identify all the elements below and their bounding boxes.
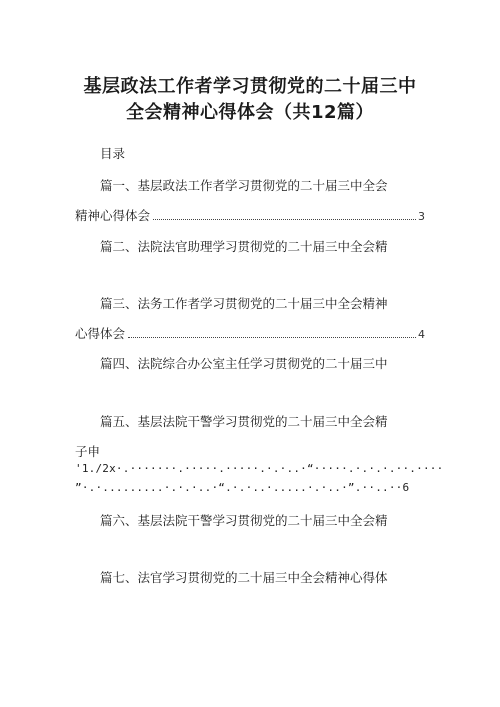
- toc-entry-3-page: 4: [418, 328, 425, 341]
- toc-entry-5-title[interactable]: 篇五、基层法院干警学习贯彻党的二十届三中全会精: [100, 414, 388, 429]
- toc-entry-1-title-cont: 精神心得体会: [75, 208, 151, 223]
- document-title-line-2: 全会精神心得体会（共12篇）: [125, 102, 375, 123]
- toc-entry-3-continuation[interactable]: [75, 324, 425, 342]
- toc-entry-4-title[interactable]: 篇四、法院综合办公室主任学习贯彻党的二十届三中: [100, 356, 388, 371]
- toc-entry-5-garbled-leader-2: ”·.·.........·.·.·..·“.·.·..·.....·.·..·”.··..··6: [75, 481, 410, 494]
- document-title-line-1: 基层政法工作者学习贯彻党的二十届三中: [83, 76, 417, 97]
- toc-entry-1-continuation[interactable]: [75, 206, 425, 224]
- toc-entry-5-title-cont[interactable]: 子申: [75, 444, 101, 459]
- toc-entry-7-title[interactable]: 篇七、法官学习贯彻党的二十届三中全会精神心得体: [100, 570, 388, 585]
- dot-leader: [153, 218, 416, 220]
- toc-entry-3-title[interactable]: 篇三、法务工作者学习贯彻党的二十届三中全会精神: [100, 296, 388, 311]
- toc-entry-2-title[interactable]: 篇二、法院法官助理学习贯彻党的二十届三中全会精: [100, 239, 388, 254]
- toc-entry-6-title[interactable]: 篇六、基层法院干警学习贯彻党的二十届三中全会精: [100, 513, 388, 528]
- toc-entry-1-page: 3: [418, 210, 425, 223]
- toc-heading: 目录: [100, 146, 126, 161]
- toc-entry-1-title[interactable]: 篇一、基层政法工作者学习贯彻党的二十届三中全会: [100, 178, 388, 193]
- dot-leader: [128, 336, 416, 338]
- toc-entry-3-title-cont: 心得体会: [75, 326, 126, 341]
- toc-entry-5-garbled-leader-1: '1./2x·.·······.·····.·····.·.·..·“·····.·.·.·.··.····: [75, 462, 444, 475]
